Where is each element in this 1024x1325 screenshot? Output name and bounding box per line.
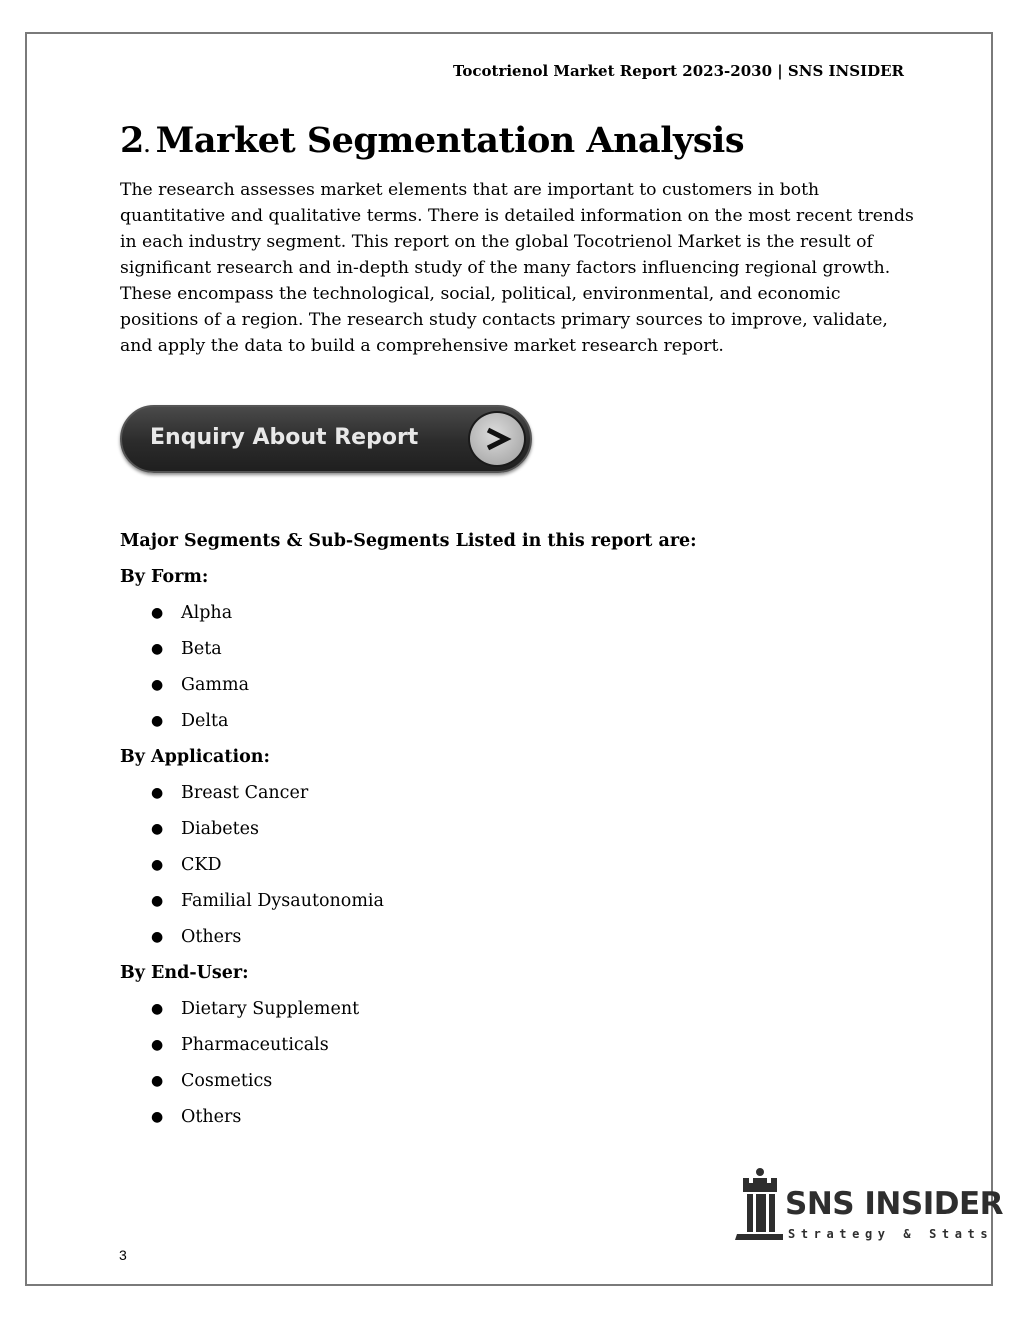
- logo-tagline: Strategy & Stats: [788, 1227, 994, 1241]
- end-user-list: [120, 996, 920, 1140]
- page-header: Tocotrienol Market Report 2023-2030 | SNS INSIDER: [452, 62, 904, 80]
- list-item: ● Breast Cancer: [151, 783, 309, 803]
- section-title: [120, 120, 744, 161]
- list-item: ● CKD: [151, 855, 222, 875]
- list-item: ● Others: [151, 1107, 242, 1127]
- list-item: ● Pharmaceuticals: [151, 1035, 329, 1055]
- segments-heading: Major Segments & Sub-Segments Listed in this report are:: [120, 531, 697, 551]
- list-item: ● Familial Dysautonomia: [151, 891, 384, 911]
- list-item: ● Alpha: [151, 603, 233, 623]
- page-number: 3: [119, 1247, 127, 1263]
- list-item: ● Cosmetics: [151, 1071, 273, 1091]
- application-list: [120, 780, 920, 960]
- enquiry-button-label: Enquiry About Report: [150, 425, 419, 450]
- form-list: [120, 600, 920, 744]
- enquiry-about-report-button[interactable]: [120, 405, 532, 473]
- list-item: ● Dietary Supplement: [151, 999, 360, 1019]
- section-number-dot: .: [143, 136, 150, 157]
- segments-section: [120, 528, 920, 1140]
- group-heading-end-user: By End-User:: [120, 963, 249, 983]
- section-number: 2: [120, 120, 144, 161]
- group-heading-application: By Application:: [120, 747, 270, 767]
- logo-name: SNS INSIDER: [785, 1186, 1004, 1222]
- list-item: ● Others: [151, 927, 242, 947]
- group-heading-form: By Form:: [120, 567, 209, 587]
- list-item: ● Delta: [151, 711, 229, 731]
- section-title-text: Market Segmentation Analysis: [155, 120, 745, 161]
- list-item: ● Diabetes: [151, 819, 259, 839]
- sns-insider-logo: [733, 1166, 1004, 1246]
- chevron-right-icon: [468, 411, 526, 467]
- list-item: ● Gamma: [151, 675, 250, 695]
- chess-rook-icon: [733, 1166, 785, 1246]
- list-item: ● Beta: [151, 639, 222, 659]
- intro-paragraph: The research assesses market elements that are important to customers in both quantitative and qualitative terms. There is detailed information on the most recent trends in each industry segment. This report on the global Tocotrienol Market is the result of significant research and in-depth study of the many factors influencing regional growth. These encompass the technological, social, political, environmental, and economic positions of a region. The research study contacts primary sources to improve, validate, and apply the data to build a comprehensive market research report.: [120, 180, 914, 356]
